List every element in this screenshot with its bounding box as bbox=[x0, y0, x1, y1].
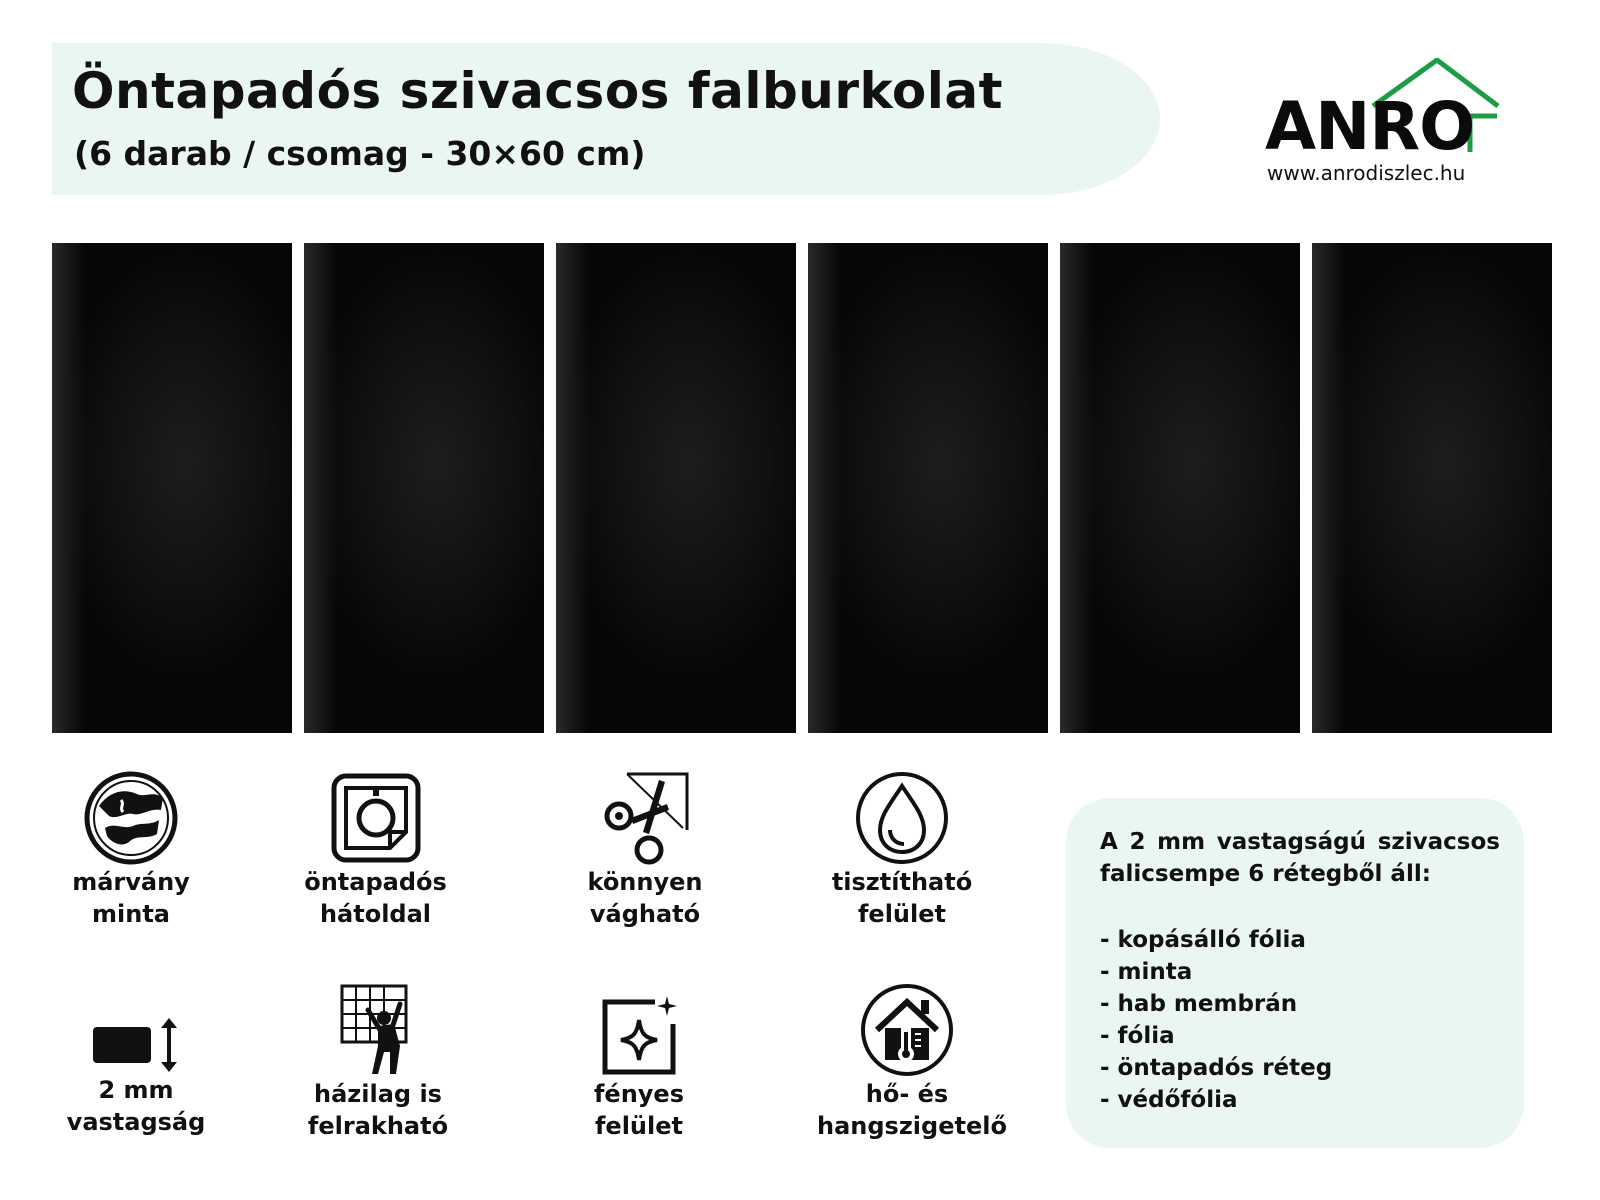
wall-tile-4 bbox=[808, 243, 1048, 733]
feature-label: vágható bbox=[589, 900, 701, 928]
wall-tile-5 bbox=[1060, 243, 1300, 733]
feature-label: márvány bbox=[72, 868, 190, 896]
wall-tile-1 bbox=[52, 243, 292, 733]
self-adhesive-icon bbox=[328, 770, 424, 866]
brand-logo[interactable] bbox=[1265, 58, 1535, 188]
feature-label: hő- és bbox=[865, 1080, 949, 1108]
list-item: - öntapadós réteg bbox=[1100, 1055, 1333, 1081]
wall-tile-6 bbox=[1312, 243, 1552, 733]
list-item: - fólia bbox=[1100, 1023, 1175, 1049]
water-drop-icon bbox=[854, 770, 950, 866]
feature-label: felület bbox=[857, 900, 946, 928]
feature-label: felület bbox=[594, 1112, 683, 1140]
layers-info-box bbox=[1066, 798, 1524, 1148]
layers-info-title: A 2 mm vastagságú szivacsos falicsempe 6 rétegből áll: bbox=[1100, 829, 1500, 887]
layers-list bbox=[1100, 924, 1332, 1116]
marble-pattern-icon bbox=[83, 770, 179, 866]
house-thermometer-icon bbox=[859, 982, 955, 1078]
feature-label: tisztítható bbox=[831, 868, 973, 896]
list-item: - kopásálló fólia bbox=[1100, 927, 1306, 953]
feature-diy bbox=[298, 982, 458, 1142]
brand-name: ANRO bbox=[1265, 88, 1475, 165]
scissors-cut-icon bbox=[597, 770, 693, 866]
feature-insulation bbox=[817, 982, 1007, 1142]
glossy-sparkle-icon bbox=[599, 994, 679, 1078]
feature-cuttable bbox=[570, 770, 720, 930]
list-item: - hab membrán bbox=[1100, 991, 1298, 1017]
feature-label: könnyen bbox=[587, 868, 703, 896]
feature-label: öntapadós bbox=[304, 868, 447, 896]
feature-label: fényes bbox=[593, 1080, 684, 1108]
thickness-icon bbox=[91, 1016, 181, 1074]
tile-gallery bbox=[52, 243, 1552, 733]
feature-label: 2 mm bbox=[98, 1076, 174, 1104]
page-title: Öntapadós szivacsos falburkolat bbox=[72, 62, 1004, 120]
feature-label: hátoldal bbox=[319, 900, 432, 928]
feature-label: házilag is bbox=[314, 1080, 442, 1108]
feature-marble bbox=[56, 770, 206, 930]
feature-adhesive bbox=[293, 770, 458, 930]
feature-label: vastagság bbox=[66, 1108, 206, 1136]
brand-url[interactable]: www.anrodiszlec.hu bbox=[1267, 161, 1466, 185]
feature-thickness bbox=[61, 1016, 211, 1138]
page-subtitle: (6 darab / csomag - 30×60 cm) bbox=[74, 134, 646, 173]
feature-label: hangszigetelő bbox=[817, 1112, 1007, 1140]
feature-label: minta bbox=[92, 900, 170, 928]
feature-cleanable bbox=[822, 770, 982, 930]
list-item: - védőfólia bbox=[1100, 1087, 1238, 1113]
feature-glossy bbox=[564, 994, 714, 1142]
diy-install-icon bbox=[338, 982, 418, 1078]
wall-tile-3 bbox=[556, 243, 796, 733]
list-item: - minta bbox=[1100, 959, 1193, 985]
feature-label: felrakható bbox=[307, 1112, 449, 1140]
wall-tile-2 bbox=[304, 243, 544, 733]
